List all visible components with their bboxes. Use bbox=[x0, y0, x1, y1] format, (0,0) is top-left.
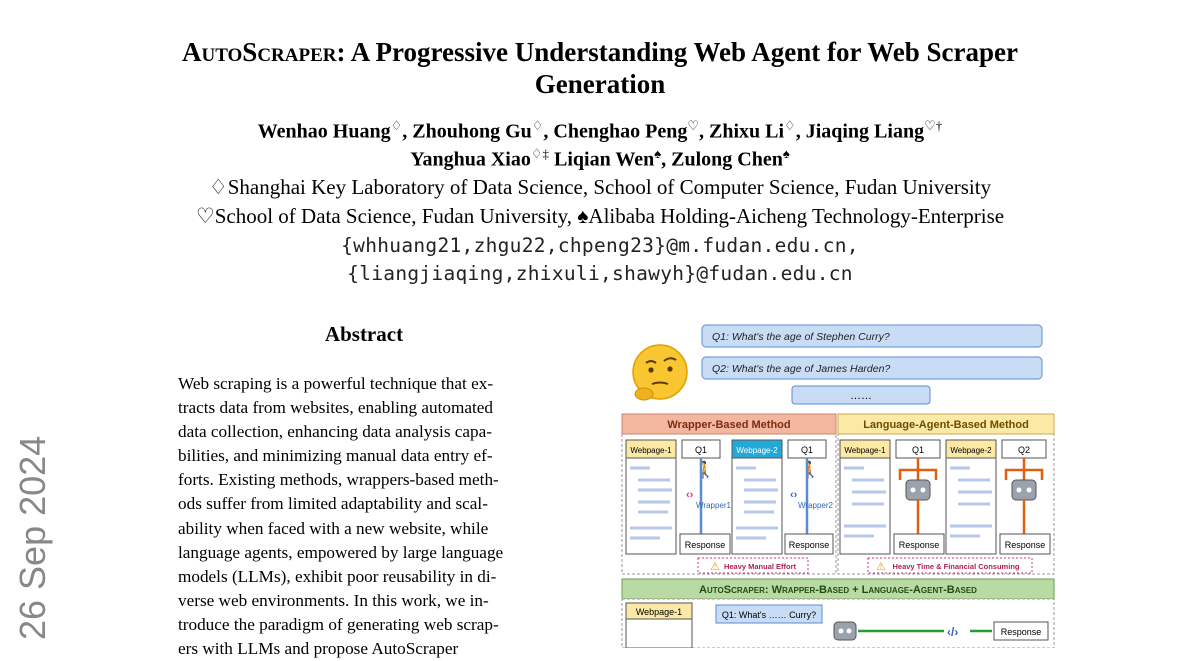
paper-title bbox=[0, 36, 1200, 100]
abstract-line: ods suffer from limited adaptability and scal- bbox=[178, 494, 488, 514]
more-questions: …… bbox=[850, 390, 872, 402]
author: Zhouhong Gu bbox=[412, 120, 532, 143]
question-2: Q2: What's the age of James Harden? bbox=[712, 363, 891, 375]
thinking-face-icon bbox=[633, 345, 687, 400]
combined-response: Response bbox=[1000, 627, 1042, 637]
response-2: Response bbox=[788, 540, 830, 550]
title-text: : A Progressive Understanding Web Agent for Web Scraper bbox=[336, 37, 1019, 67]
affiliation-1: ♢Shanghai Key Laboratory of Data Science, School of Computer Science, Fudan University bbox=[208, 175, 992, 199]
abstract-line: bilities, and minimizing manual data entry ef- bbox=[178, 446, 493, 466]
author-line-1: Wenhao Huang♢, Zhouhong Gu♢, Chenghao Peng♡, Zhixu Li♢, Jiaqing Liang♡† bbox=[257, 118, 943, 143]
combined-question: Q1: What's …… Curry? bbox=[721, 610, 817, 620]
abstract-body bbox=[178, 372, 550, 661]
agent-response-2: Response bbox=[1004, 540, 1046, 550]
abstract-line: data collection, enhancing data analysis capa- bbox=[178, 422, 493, 442]
code-icon: ‹› bbox=[790, 489, 798, 501]
author: Zulong Chen bbox=[671, 148, 783, 171]
robot-icon bbox=[1012, 480, 1036, 500]
agent-webpage-2-label: Webpage-2 bbox=[950, 446, 992, 455]
response-1: Response bbox=[684, 540, 726, 550]
abstract-line: ability when faced with a new website, while bbox=[178, 518, 489, 538]
abstract-line: forts. Existing methods, wrappers-based meth- bbox=[178, 470, 499, 490]
affiliation-2b: ♠Alibaba Holding-Aicheng Technology-Enterprise bbox=[577, 204, 1005, 228]
title-system-name: AutoScraper bbox=[181, 37, 337, 67]
webpage-2-label: Webpage-2 bbox=[736, 446, 778, 455]
author-line-2: Yanghua Xiao♢‡ Liqian Wen♠, Zulong Chen♠ bbox=[410, 146, 790, 171]
question-1: Q1: What's the age of Stephen Curry? bbox=[712, 331, 890, 343]
agent-webpage-1-label: Webpage-1 bbox=[844, 446, 886, 455]
author: Zhixu Li bbox=[708, 120, 785, 143]
combined-header: AutoScraper: Wrapper-Based + Language-Agent-Based bbox=[699, 584, 977, 596]
author-mark: ♢ bbox=[784, 118, 796, 133]
author: Wenhao Huang bbox=[257, 120, 391, 143]
email-line-2: {liangjiaqing,zhixuli,shawyh}@fudan.edu.cn bbox=[347, 262, 853, 285]
code-icon: ‹› bbox=[686, 489, 694, 501]
person-icon: 🚶 bbox=[695, 462, 715, 479]
author-mark: ♢ bbox=[531, 118, 544, 133]
warning-right: Heavy Time & Financial Consuming bbox=[892, 562, 1020, 571]
abstract-line: Web scraping is a powerful technique that ex- bbox=[178, 374, 494, 393]
affiliation-2 bbox=[0, 204, 1200, 229]
warning-icon: ⚠ bbox=[710, 561, 720, 573]
robot-icon bbox=[906, 480, 930, 500]
abstract-line: tracts data from websites, enabling automated bbox=[178, 398, 493, 418]
author-mark: ♡ bbox=[687, 118, 699, 133]
author-mark: ♢‡ bbox=[530, 146, 549, 161]
abstract-line: verse web environments. In this work, we in- bbox=[178, 590, 489, 610]
author-mark: ♠ bbox=[782, 146, 790, 161]
robot-icon bbox=[834, 622, 856, 640]
abstract-line: language agents, empowered by large language bbox=[178, 542, 504, 562]
agent-header: Language-Agent-Based Method bbox=[863, 419, 1029, 431]
abstract-line: ers with LLMs and propose AutoScraper bbox=[178, 639, 459, 659]
abstract-heading: Abstract bbox=[324, 322, 404, 346]
webpage-2-code bbox=[732, 458, 782, 554]
agent-webpage-1-code bbox=[840, 458, 890, 554]
author: Yanghua Xiao bbox=[410, 148, 531, 171]
agent-q2: Q2 bbox=[1017, 445, 1031, 455]
affiliation-2a: ♡School of Data Science, Fudan University, bbox=[195, 204, 578, 228]
overview-figure bbox=[620, 320, 1060, 648]
abstract-line: troduce the paradigm of generating web scrap- bbox=[178, 614, 499, 634]
wrapper-header: Wrapper-Based Method bbox=[667, 419, 791, 431]
code-icon: ‹/› bbox=[947, 625, 959, 639]
q1-short: Q1 bbox=[694, 445, 708, 455]
arxiv-stamp bbox=[12, 400, 82, 640]
wrapper2-label: Wrapper2 bbox=[798, 501, 833, 510]
warning-left: Heavy Manual Effort bbox=[723, 562, 797, 571]
title-line2: Generation bbox=[534, 69, 666, 99]
author: Jiaqing Liang bbox=[805, 120, 925, 143]
author-mark: ♢ bbox=[390, 118, 403, 133]
agent-webpage-2-code bbox=[946, 458, 996, 554]
author-mark: ♡† bbox=[924, 118, 943, 133]
agent-q1: Q1 bbox=[911, 445, 925, 455]
wrapper1-label: Wrapper1 bbox=[696, 501, 731, 510]
q1-short-2: Q1 bbox=[800, 445, 814, 455]
webpage-1-label: Webpage-1 bbox=[630, 446, 672, 455]
author: Chenghao Peng bbox=[553, 120, 688, 143]
agent-response-1: Response bbox=[898, 540, 940, 550]
warning-icon: ⚠ bbox=[876, 561, 886, 573]
author: Liqian Wen bbox=[554, 148, 655, 171]
email-line-1: {whhuang21,zhgu22,chpeng23}@m.fudan.edu.cn, bbox=[341, 234, 859, 257]
combined-webpage-code bbox=[626, 619, 692, 648]
abstract-line: models (LLMs), exhibit poor reusability in di- bbox=[178, 566, 497, 586]
combined-webpage-label: Webpage-1 bbox=[635, 607, 683, 617]
author-mark: ♠ bbox=[654, 146, 662, 161]
webpage-1-code bbox=[626, 458, 676, 554]
person-icon: 🚶 bbox=[800, 462, 820, 479]
arxiv-date: 26 Sep 2024 bbox=[12, 435, 53, 640]
